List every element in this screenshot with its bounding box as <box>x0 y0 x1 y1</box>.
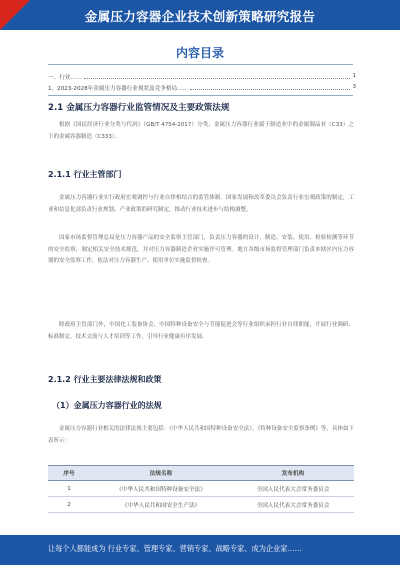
table-row <box>48 481 354 497</box>
body-paragraph: 国家市场监督管理总局是压力容器产品的安全监察主管部门，负责压力容器的设计、制造、安装、使用、检验检测等环节的安全监察，制定相关安全技术规范，并对压力容器制造企业实施许可管理。地方各级市场监督管理部门负责本辖区内压力容器的安全监察工作，依法对压力容器生产、使用单位实施监督检查。 <box>48 235 354 265</box>
table-cell: 《中华人民共和国特种设备安全法》 <box>90 481 232 497</box>
table-cell: 1 <box>48 481 90 497</box>
subsection-heading: 2.1.2 行业主要法律法规和政策 <box>48 375 162 384</box>
regulations-table <box>48 465 354 513</box>
table-cell: 全国人民代表大会常务委员会 <box>232 481 354 497</box>
table-cell: 2 <box>48 497 90 513</box>
toc-entry-page: 1 <box>352 73 356 79</box>
table-header-row <box>48 466 354 481</box>
toc-title: 内容目录 <box>175 46 224 60</box>
body-paragraph: 除政府主管部门外，中国化工装备协会、中国特种设备安全与节能促进会等行业组织承担行业自律职能，开展行业调研、标准制定、技术交流与人才培训等工作，引导行业健康有序发展。 <box>48 322 354 340</box>
table-header-cell: 序号 <box>48 466 90 481</box>
toc-bottom-divider <box>48 95 353 96</box>
toc-leader-dots <box>190 84 350 90</box>
toc-entry-text: 一、行业…… <box>48 75 82 81</box>
table-cell: 全国人民代表大会常务委员会 <box>232 497 354 513</box>
body-paragraph: 金属压力容器行业实行政府宏观调控与行业自律相结合的监管体制。国家发展和改革委员会负责行业宏观政策的制定，工业和信息化部负责行业规划、产业政策的研究制定，推动行业技术进步与结构调整。 <box>48 195 354 213</box>
toc-entry-2[interactable] <box>48 84 356 92</box>
footer-banner <box>0 535 400 565</box>
footer-slogan: 让每个人都能成为 行业专家、管理专家、营销专家、战略专家、成为企业家…… <box>48 544 302 553</box>
table-header-cell: 法规名称 <box>90 466 232 481</box>
toc-top-divider <box>48 64 353 65</box>
toc-entry-1[interactable] <box>48 73 356 81</box>
body-paragraph: 金属压力容器行业相关的法律法规主要包括：《中华人民共和国特种设备安全法》、《特种设备安全监察条例》等，具体如下表所示： <box>48 426 354 444</box>
report-title: 金属压力容器企业技术创新策略研究报告 <box>84 9 316 24</box>
body-paragraph: 根据《国民经济行业分类与代码》（GB/T 4754-2017）分类，金属压力容器行业属于制造业中的金属制品业（C33）之下的金属容器制造（C333）。 <box>48 122 354 140</box>
toc-leader-dots <box>84 73 351 79</box>
subsection-heading: 2.1.1 行业主管部门 <box>48 170 122 179</box>
table-row <box>48 497 354 513</box>
toc-entry-page: 3 <box>352 84 356 90</box>
table-header-cell: 发布机构 <box>232 466 354 481</box>
table-cell: 《中华人民共和国安全生产法》 <box>90 497 232 513</box>
subsubsection-heading: （1）金属压力容器行业的法规 <box>52 401 162 410</box>
toc-entry-text: 1、2023-2028年金属压力容器行业现状及竞争格局…… <box>48 86 189 92</box>
section-heading: 2.1 金属压力容器行业监管情况及主要政策法规 <box>48 103 230 113</box>
